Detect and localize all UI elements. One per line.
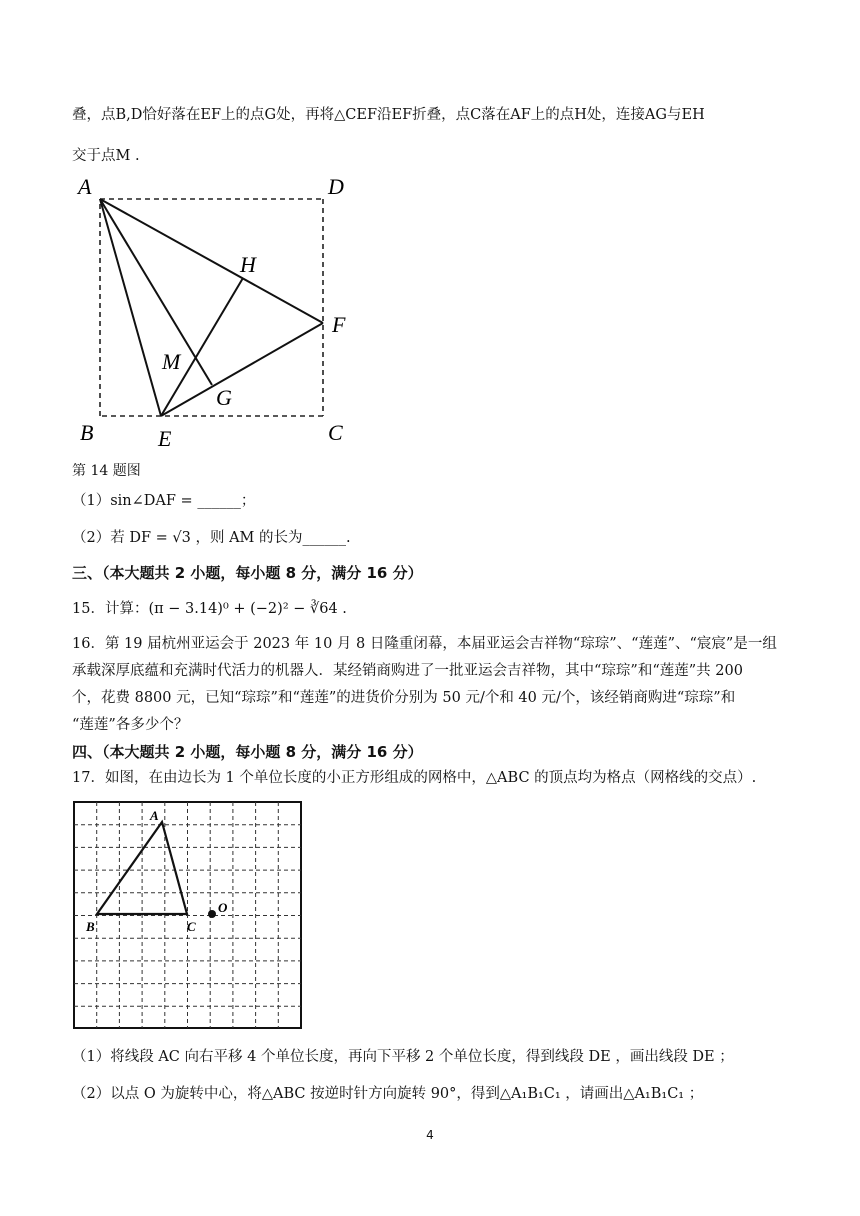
grid-label-o: O [218, 900, 228, 915]
q16-line-4: “莲莲”各多少个？ [72, 717, 189, 733]
q14-part-2: （2）若 DF = √3 ，则 AM 的长为______. [72, 530, 351, 546]
label-e: E [158, 426, 172, 451]
q17-text: 17．如图，在由边长为 1 个单位长度的小正方形组成的网格中，△ABC 的顶点均为格点（网格线的交点）. [72, 770, 757, 786]
segment-af [100, 199, 323, 323]
q14-part-1: （1）sin∠DAF = ______； [72, 493, 256, 509]
label-m: M [162, 349, 181, 374]
q16-line-1: 16．第 19 届杭州亚运会于 2023 年 10 月 8 日隆重闭幕，本届亚运会吉祥物“琮琮”、“莲莲”、“宸宸”是一组 [72, 636, 777, 652]
q16-line-3: 个，花费 8800 元，已知“琮琮”和“莲莲”的进货价分别为 50 元/个和 40 元/个，该经销商购进“琮琮”和 [72, 690, 736, 706]
label-b: B [80, 420, 94, 445]
section-4-heading: 四、（本大题共 2 小题，每小题 8 分，满分 16 分） [72, 743, 423, 761]
segment-ef [161, 323, 323, 416]
intro-line-2: 交于点M . [72, 148, 140, 164]
label-h: H [240, 252, 256, 277]
grid-label-c: C [187, 919, 196, 934]
label-a: A [78, 174, 92, 199]
q17-part-1: （1）将线段 AC 向右平移 4 个单位长度，再向下平移 2 个单位长度，得到线段 DE ，画出线段 DE ； [72, 1049, 734, 1065]
label-g: G [216, 385, 232, 410]
q16-line-2: 承载深厚底蕴和充满时代活力的机器人．某经销商购进了一批亚运会吉祥物，其中“琮琮”和“莲莲”共 200 [72, 663, 743, 679]
label-c: C [328, 420, 343, 445]
label-d: D [328, 174, 344, 199]
section-3-heading: 三、（本大题共 2 小题，每小题 8 分，满分 16 分） [72, 564, 423, 582]
grid-label-a: A [150, 808, 159, 823]
intro-line-1: 叠，点B,D恰好落在EF上的点G处，再将△CEF沿EF折叠，点C落在AF上的点H处，连接AG与EH [72, 107, 705, 123]
grid-label-b: B [86, 919, 95, 934]
figure-14-caption: 第 14 题图 [72, 463, 141, 479]
grid-figure [72, 800, 304, 1030]
point-o [208, 910, 216, 918]
q15-text: 15．计算：(π − 3.14)⁰ + (−2)² − ∛64 . [72, 601, 347, 617]
label-f: F [332, 312, 346, 337]
segment-ae [100, 199, 161, 416]
figure-14-diagram [70, 172, 370, 452]
page-number: 4 [426, 1128, 434, 1142]
q17-part-2: （2）以点 O 为旋转中心，将△ABC 按逆时针方向旋转 90°，得到△A₁B₁C₁ ，请画出△A₁B₁C₁ ； [72, 1086, 704, 1102]
